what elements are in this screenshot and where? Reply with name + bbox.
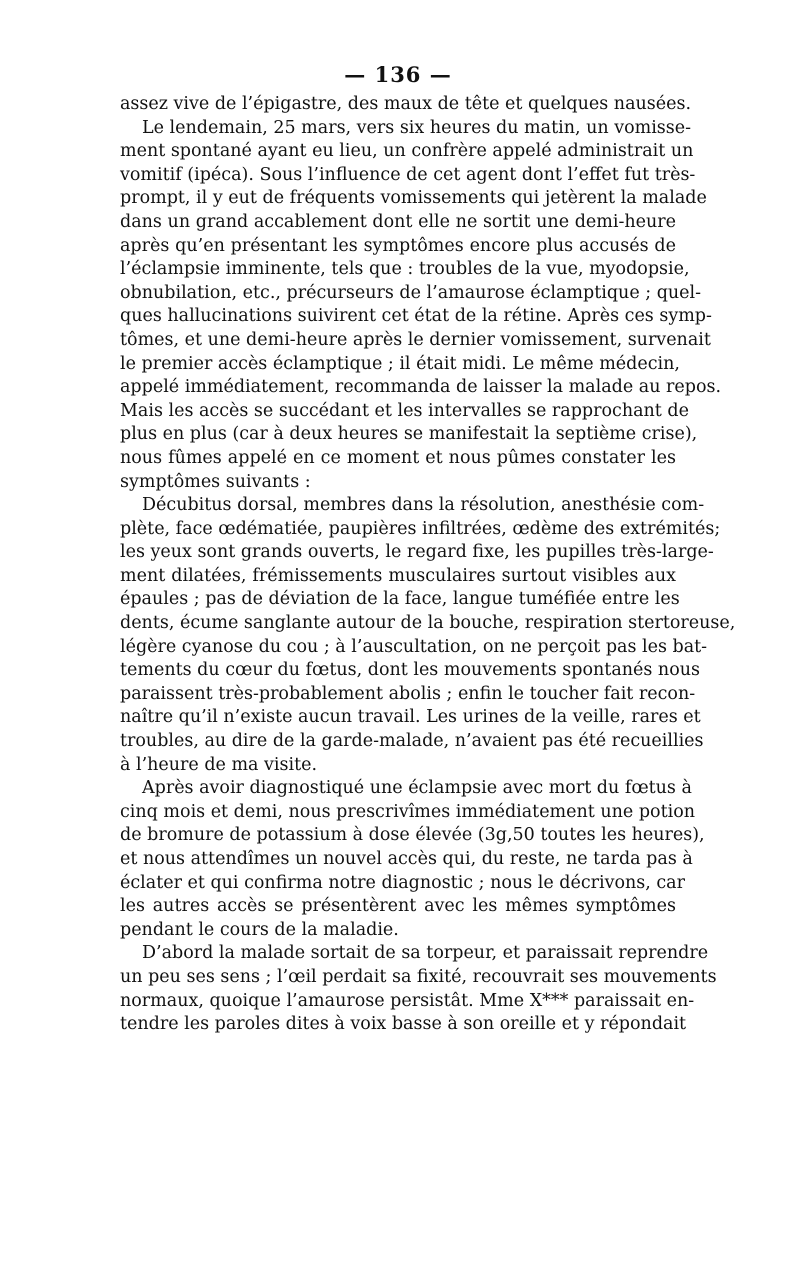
text-line: ment dilatées, frémissements musculaires surtout visibles aux [120,565,676,586]
text-line: Décubitus dorsal, membres dans la résolution, anesthésie com- [142,495,705,516]
text-line: tements du cœur du fœtus, dont les mouvements spontanés nous [120,660,700,681]
text-line: l’éclampsie imminente, tels que : troubles de la vue, myodopsie, [120,259,690,280]
text-line: les yeux sont grands ouverts, le regard fixe, les pupilles très-large- [120,542,714,563]
text-line: après qu’en présentant les symptômes encore plus accusés de [120,235,676,256]
text-line: naître qu’il n’existe aucun travail. Les urines de la veille, rares et [120,707,701,728]
text-line: Après avoir diagnostiqué une éclampsie avec mort du fœtus à [142,778,692,799]
text-line: dents, écume sanglante autour de la bouche, respiration stertoreuse, [120,613,736,634]
text-line: à l’heure de ma visite. [120,754,318,775]
text-line: tendre les paroles dites à voix basse à son oreille et y répondait [120,1014,687,1035]
text-line: troubles, au dire de la garde-malade, n’avaient pas été recueillies [120,731,704,752]
text-line: plète, face œdématiée, paupières infiltrées, œdème des extrémités; [120,518,721,539]
text-line: vomitif (ipéca). Sous l’influence de cet agent dont l’effet fut très- [120,164,696,185]
text-line: assez vive de l’épigastre, des maux de tête et quelques nausées. [120,94,692,114]
text-line: cinq mois et demi, nous prescrivîmes immédiatement une potion [120,801,696,822]
text-line: plus en plus (car à deux heures se manifestait la septième crise), [120,424,698,445]
text-line: prompt, il y eut de fréquents vomissements qui jetèrent la malade [120,188,707,209]
text-line: un peu ses sens ; l’œil perdait sa fixité, recouvrait ses mouvements [120,966,717,987]
text-line: éclater et qui confirma notre diagnostic ; nous le décrivons, car [120,872,685,893]
text-line: ment spontané ayant eu lieu, un confrère appelé administrait un [120,141,694,162]
text-line: symptômes suivants : [120,471,311,492]
page-number: — 136 — [344,62,452,87]
text-line: Le lendemain, 25 mars, vers six heures du matin, un vomisse- [142,117,692,138]
text-line: légère cyanose du cou ; à l’auscultation, on ne perçoit pas les bat- [120,636,708,657]
text-line: Mais les accès se succédant et les intervalles se rapprochant de [120,400,689,421]
text-line: paraissent très-probablement abolis ; enfin le toucher fait recon- [120,683,696,704]
text-line: les autres accès se présentèrent avec les mêmes symptômes [120,896,676,917]
text-line: appelé immédiatement, recommanda de laisser la malade au repos. [120,377,722,398]
text-line: normaux, quoique l’amaurose persistât. Mme X*** paraissait en- [120,990,695,1011]
text-line: ques hallucinations suivirent cet état de la rétine. Après ces symp- [120,306,712,327]
text-line: nous fûmes appelé en ce moment et nous pûmes constater les [120,447,676,468]
text-line: dans un grand accablement dont elle ne sortit une demi-heure [120,211,676,232]
text-line: de bromure de potassium à dose élevée (3g,50 toutes les heures), [120,825,705,846]
text-line: obnubilation, etc., précurseurs de l’amaurose éclamptique ; quel- [120,282,702,303]
text-line: D’abord la malade sortait de sa torpeur, et paraissait reprendre [142,943,709,964]
text-line: et nous attendîmes un nouvel accès qui, du reste, ne tarda pas à [120,849,693,869]
text-line: tômes, et une demi-heure après le dernier vomissement, survenait [120,329,711,350]
text-line: pendant le cours de la maladie. [120,919,399,940]
text-line: le premier accès éclamptique ; il était midi. Le même médecin, [120,353,680,374]
text-line: épaules ; pas de déviation de la face, langue tuméfiée entre les [120,589,680,610]
book-page [120,62,736,1037]
body-text [120,93,736,1037]
